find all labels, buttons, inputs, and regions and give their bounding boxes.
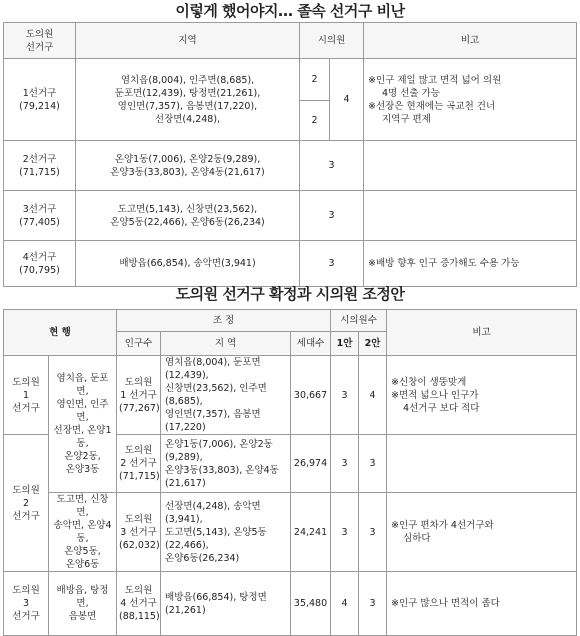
note-cell: ※신창이 생뚱맞게 ※면적 넓으나 인구가 4선거구 보다 적다 (387, 356, 577, 435)
title-main: 이렇게 했어야지… 졸속 선거구 비난 (175, 2, 405, 20)
region-cell: 염치읍(8,004), 둔포면(12,439), 신창면(23,562), 인주면(8,685), 영인면(7,357), 음봉면(17,220) (161, 356, 291, 435)
header-region: 지역 (76, 23, 300, 59)
header-seats: 시의원수 (331, 310, 387, 332)
header-note: 비고 (364, 23, 577, 59)
district-cell: 1선거구 (79,214) (4, 59, 76, 141)
plan1-cell: 3 (331, 493, 359, 572)
households-cell: 35,480 (291, 572, 331, 636)
header-popcount: 인구수 (117, 332, 161, 356)
header-district-line: 도의원 (25, 28, 54, 40)
region-cell: 온양1동(7,006), 온양2동(9,289), 온양3동(33,803), 온양4동(21,617) (76, 141, 300, 191)
region-cell: 배방읍(66,854), 송악면(3,941) (76, 241, 300, 287)
current-district-cell: 도의원 1 선거구 (4, 356, 49, 435)
district-cell: 도의원 1 선거구 (77,267) (117, 356, 161, 435)
district-cell: 4선거구 (70,795) (4, 241, 76, 287)
households-cell: 26,974 (291, 435, 331, 493)
current-region-cell: 염치읍, 둔포면, 영인면, 인주면, 선장면, 온양1동, 온양2동, 온양3동 (49, 356, 117, 493)
current-district-cell: 도의원 3 선거구 (4, 572, 49, 636)
households-cell: 30,667 (291, 356, 331, 435)
region-cell: 온양1동(7,006), 온양2동(9,289), 온양3동(33,803), 온양4동(21,617) (161, 435, 291, 493)
title-secondary: 도의원 선거구 확정과 시의원 조정안 (175, 285, 405, 303)
note-cell: ※인구 많으나 면적이 좁다 (387, 572, 577, 636)
district-cell: 도의원 2 선거구 (71,715) (117, 435, 161, 493)
header-council: 시의원 (300, 23, 364, 59)
header-region: 지 역 (161, 332, 291, 356)
district-cell: 2선거구 (71,715) (4, 141, 76, 191)
district-table-2 (3, 309, 577, 636)
header-households: 세대수 (291, 332, 331, 356)
district-cell: 도의원 4 선거구 (88,115) (117, 572, 161, 636)
plan2-cell: 3 (359, 435, 387, 493)
households-cell: 24,241 (291, 493, 331, 572)
current-region-cell: 배방읍, 탕정면, 음봉면 (49, 572, 117, 636)
region-cell: 배방읍(66,854), 탕정면(21,261) (161, 572, 291, 636)
seat-cell: 3 (300, 241, 364, 287)
header-district (4, 23, 76, 59)
header-note: 비고 (387, 310, 577, 356)
plan1-cell: 4 (331, 572, 359, 636)
note-cell: ※인구 제일 많고 면적 넓어 의원 4명 선출 가능 ※선장은 현재에는 곡교천 건너 지역구 편제 (364, 59, 577, 141)
header-plan2: 2안 (359, 332, 387, 356)
header-adjust: 조 정 (117, 310, 331, 332)
plan2-cell: 3 (359, 572, 387, 636)
header-current: 현 행 (4, 310, 117, 356)
note-cell (364, 191, 577, 241)
header-district-line: 선거구 (25, 41, 54, 53)
district-table-1 (3, 22, 577, 287)
plan1-cell: 3 (331, 435, 359, 493)
note-cell (387, 435, 577, 493)
seat-cell: 3 (300, 141, 364, 191)
current-region-cell: 도고면, 신창면, 송악면, 온양4동, 온양5동, 온양6동 (49, 493, 117, 572)
plan2-cell: 3 (359, 493, 387, 572)
plan2-cell: 4 (359, 356, 387, 435)
seat-total-cell: 4 (330, 59, 364, 141)
region-cell: 도고면(5,143), 신창면(23,562), 온양5동(22,466), 온양6동(26,234) (76, 191, 300, 241)
region-cell: 염치읍(8,004), 인주면(8,685), 둔포면(12,439), 탕정면(21,261), 영인면(7,357), 음봉면(17,220), 선장면(4,248), (76, 59, 300, 141)
note-cell: ※인구 편차가 4선거구와 심하다 (387, 493, 577, 572)
note-cell (364, 141, 577, 191)
header-plan1: 1안 (331, 332, 359, 356)
seat-cell: 2 (300, 101, 330, 141)
district-cell: 3선거구 (77,405) (4, 191, 76, 241)
region-cell: 선장면(4,248), 송악면(3,941), 도고면(5,143), 온양5동(22,466), 온양6동(26,234) (161, 493, 291, 572)
district-cell: 도의원 3 선거구 (62,032) (117, 493, 161, 572)
seat-cell: 3 (300, 191, 364, 241)
note-cell: ※배방 향후 인구 증가해도 수용 가능 (364, 241, 577, 287)
plan1-cell: 3 (331, 356, 359, 435)
current-district-cell: 도의원 2 선거구 (4, 435, 49, 572)
seat-cell: 2 (300, 59, 330, 101)
